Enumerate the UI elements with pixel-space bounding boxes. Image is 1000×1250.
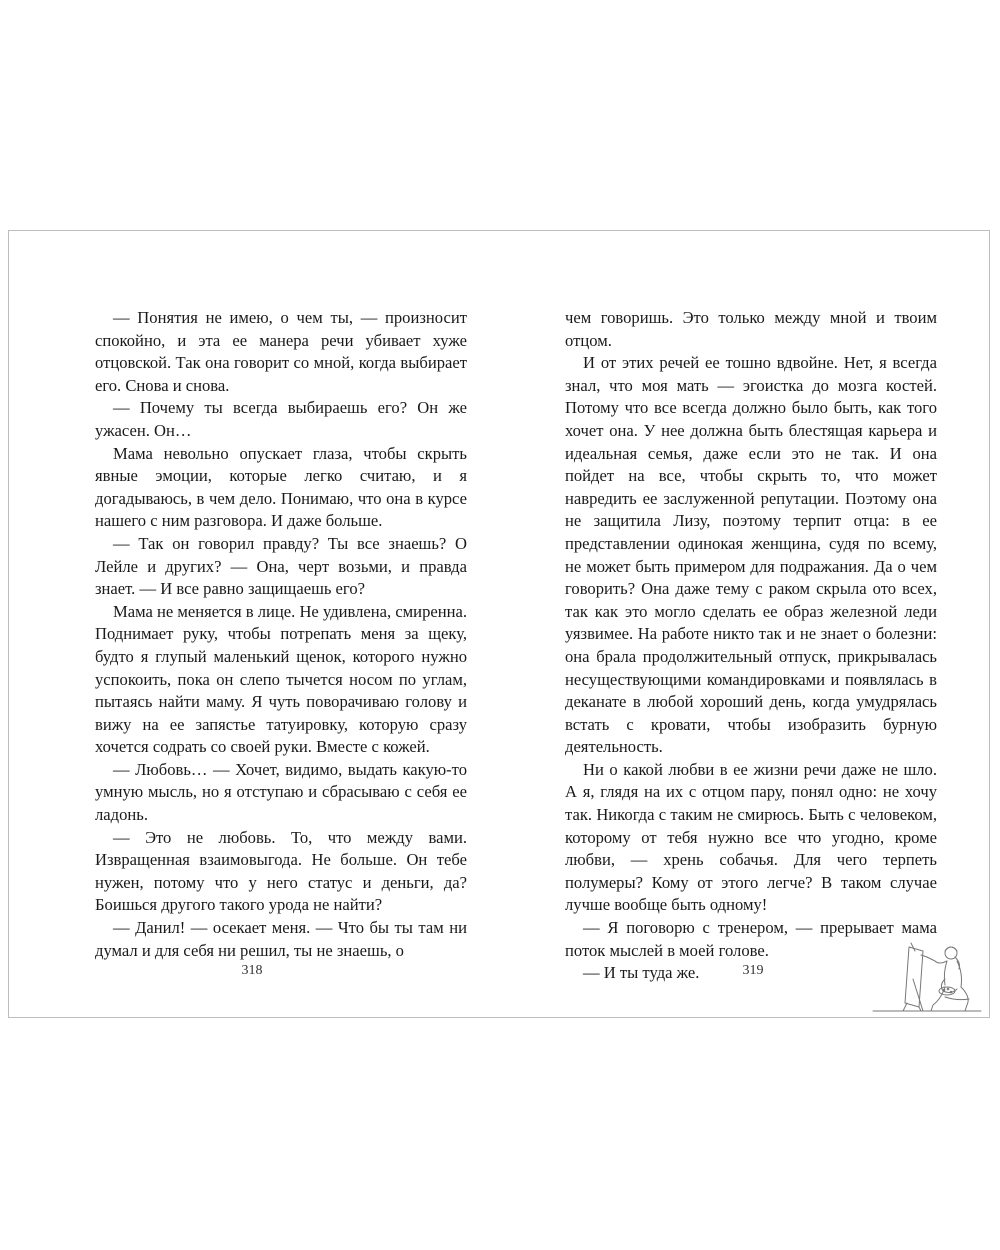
right-page-text bbox=[565, 307, 937, 985]
page-number-left: 318 bbox=[241, 963, 263, 978]
paragraph: — И ты туда же. bbox=[583, 963, 700, 983]
paragraph: — Любовь… — Хочет, видимо, выдать какую-то умную мысль, но я отступаю и сбрасываю с себя ее ладонь. bbox=[95, 759, 467, 825]
paragraph-continuation: чем говоришь. Это только между мной и твоим отцом. bbox=[565, 308, 937, 350]
paragraph: — Почему ты всегда выбираешь его? Он же ужасен. Он… bbox=[95, 398, 467, 440]
artist-at-easel-icon bbox=[871, 939, 983, 1019]
paragraph: — Данил! — осекает меня. — Что бы ты там ни думал и для себя ни решил, ты не знаешь, о bbox=[95, 918, 467, 960]
paragraph: И от этих речей ее тошно вдвойне. Нет, я всегда знал, что моя мать — эгоистка до мозга костей. Потому что все всегда должно было быть, как того хочет она. У нее должна быть блестящая карьера и идеальная семья, даже если это не так. И она пойдет на все, чтобы скрыть то, что может навредить ее заслуженной репутации. Поэтому она не защитила Лизу, поэтому терпит отца: в ее представлении одинокая женщина, судя по всему, не может быть примером для подражания. Да о чем говорить? Она даже тему с раком скрыла ото всех, так как это могло сделать ее образ железной леди уязвимее. На работе никто так и не знает о болезни: она брала продолжительный отпуск, прикрывалась несуществующими командировками и появлялась в деканате в любой хороший день, когда умудрялась встать с кровати, чтобы изобразить бурную деятельность. bbox=[565, 353, 937, 757]
book-spread bbox=[8, 230, 990, 1018]
paragraph: — Так он говорил правду? Ты все знаешь? О Лейле и других? — Она, черт возьми, и правда знает. — И все равно защищаешь его? bbox=[95, 533, 467, 599]
page-number-right: 319 bbox=[742, 963, 764, 978]
paragraph: Мама невольно опускает глаза, чтобы скрыть явные эмоции, которые легко считаю, и я догадываюсь, в чем дело. Понимаю, что она в курсе нашего с ним разговора. И даже больше. bbox=[95, 443, 467, 531]
paragraph: — Я поговорю с тренером, — прерывает мама поток мыслей в моей голове. bbox=[565, 918, 937, 960]
paragraph: — Понятия не имею, о чем ты, — произносит спокойно, и эта ее манера речи убивает хуже отцовской. Так она говорит со мной, когда выбирает его. Снова и снова. bbox=[95, 308, 467, 395]
left-page-text bbox=[95, 307, 467, 962]
paragraph: Мама не меняется в лице. Не удивлена, смиренна. Поднимает руку, чтобы потрепать меня за щеку, будто я глупый маленький щенок, которого нужно успокоить, пока он слепо тычется носом по углам, пытаясь найти маму. Я чуть поворачиваю голову и вижу на ее запястье татуировку, которую сразу хочется содрать со своей руки. Вместе с кожей. bbox=[95, 601, 468, 757]
paragraph: — Это не любовь. То, что между вами. Извращенная взаимовыгода. Не больше. Он тебе нужен, потому что у него статус и деньги, да? Боишься другого такого урода не найти? bbox=[95, 827, 467, 915]
paragraph: Ни о какой любви в ее жизни речи даже не шло. А я, глядя на их с отцом пару, понял одно: не хочу так. Никогда с таким не смирюсь. Быть с человеком, которому от тебя нужно все что угодно, кроме любви, — хрень собачья. Для чего терпеть полумеры? Кому от этого легче? В таком случае лучше вообще быть одному! bbox=[565, 759, 937, 915]
